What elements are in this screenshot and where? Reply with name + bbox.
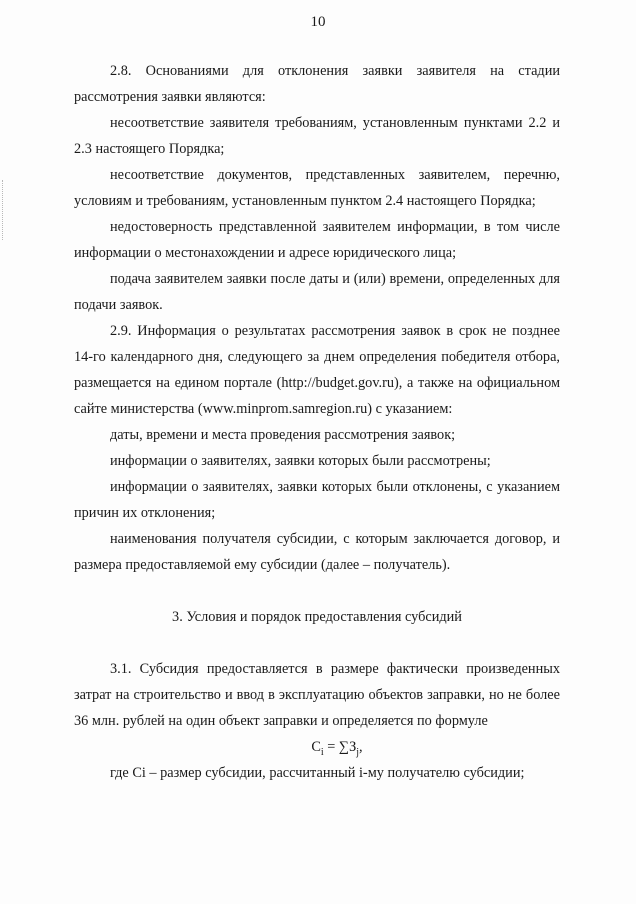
paragraph-2-9: 2.9. Информация о результатах рассмотрения заявок в срок не позднее 14-го календарного дня, следующего за днем определения победителя отбора, размещается на едином портале (http://budget.gov.ru), а также на официальном сайте министерства (www.minprom.samregion.ru) с указанием:: [74, 323, 560, 417]
paragraph-item: подача заявителем заявки после даты и (или) времени, определенных для подачи заявок.: [74, 271, 560, 313]
paragraph-item: наименования получателя субсидии, с которым заключается договор, и размера предоставляемой ему субсидии (далее – получатель).: [74, 531, 560, 573]
paragraph-2-8: 2.8. Основаниями для отклонения заявки заявителя на стадии рассмотрения заявки являются:: [74, 63, 560, 105]
section-heading: 3. Условия и порядок предоставления субсидий: [172, 609, 462, 625]
formula-tail: ,: [359, 739, 363, 755]
formula-rhs-subscript: j: [356, 746, 360, 758]
paragraph-item: информации о заявителях, заявки которых были отклонены, с указанием причин их отклонения;: [74, 479, 560, 521]
formula-lhs: C: [311, 739, 321, 755]
formula-sum: = ∑З: [323, 739, 357, 755]
formula-lhs-subscript: i: [320, 746, 324, 758]
page-number: 10: [310, 14, 326, 30]
document-body: [74, 58, 560, 786]
subsidy-formula: [74, 734, 560, 760]
paragraph-3-1: 3.1. Субсидия предоставляется в размере фактически произведенных затрат на строительство и ввод в эксплуатацию объектов заправки, но не более 36 млн. рублей на один объект заправки и определяется по формуле: [74, 661, 560, 729]
paragraph-item: информации о заявителях, заявки которых были рассмотрены;: [110, 453, 491, 469]
paragraph-where: где Ci – размер субсидии, рассчитанный i-му получателю субсидии;: [110, 765, 525, 781]
scan-margin-marks: [2, 180, 5, 240]
paragraph-item: несоответствие документов, представленных заявителем, перечню, условиям и требованиям, установленным пунктом 2.4 настоящего Порядка;: [74, 167, 560, 209]
paragraph-item: даты, времени и места проведения рассмотрения заявок;: [110, 427, 456, 443]
paragraph-item: недостоверность представленной заявителем информации, в том числе информации о местонахождении и адресе юридического лица;: [74, 219, 560, 261]
paragraph-item: несоответствие заявителя требованиям, установленным пунктами 2.2 и 2.3 настоящего Порядка;: [74, 115, 560, 157]
